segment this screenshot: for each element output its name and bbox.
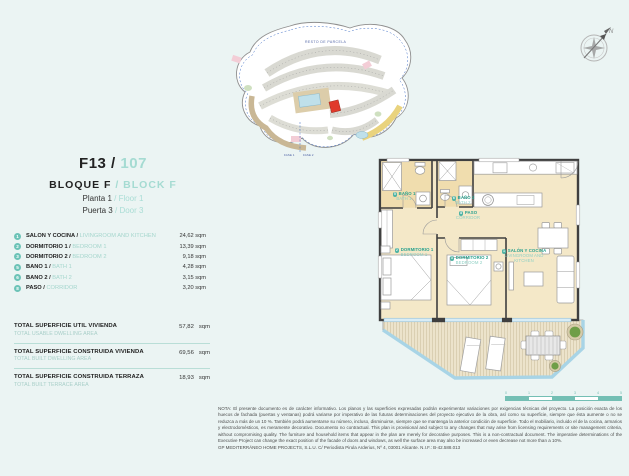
room-badge: 3 xyxy=(14,253,21,260)
plan-badge: 3 xyxy=(451,255,453,260)
floor-line xyxy=(28,194,198,203)
floor-es: Planta 1 xyxy=(82,194,112,203)
total-built-dwelling xyxy=(14,343,210,369)
room-area: 9,18 sqm xyxy=(182,253,206,260)
fase1-label: FASE 1 xyxy=(284,153,295,157)
door-en: / Door 3 xyxy=(115,206,144,215)
floor-plan xyxy=(375,150,625,395)
room-name-en: CORRIDOR xyxy=(46,285,78,292)
unit-header xyxy=(28,155,198,215)
block-title xyxy=(28,179,198,191)
room-name-es: DORMITORIO 1 / xyxy=(26,243,71,250)
room-area: 13,39 sqm xyxy=(179,243,206,250)
total-value: 69,56 xyxy=(179,349,194,356)
totals-table xyxy=(14,318,210,394)
total-value: 18,93 xyxy=(179,375,194,381)
compass-icon xyxy=(570,20,620,75)
room-row-bath2 xyxy=(14,273,206,283)
plan-badge: 1 xyxy=(503,248,505,253)
total-unit: sqm xyxy=(198,324,210,330)
unit-number: 107 xyxy=(120,155,147,172)
plan-label-bedroom2: 3 DORMITORIO 2 BEDROOM 2 xyxy=(451,255,489,265)
total-label-es: TOTAL SUPERFICIE CONSTRUIDA TERRAZA xyxy=(14,374,144,380)
room-list xyxy=(14,231,206,293)
plant xyxy=(549,360,560,371)
room-badge: 6 xyxy=(14,274,21,281)
unit-title xyxy=(28,155,198,172)
room-area: 3,20 sqm xyxy=(182,285,206,292)
room-name-en: BEDROOM 2 xyxy=(72,253,107,260)
total-label-es: TOTAL SUPERFICIE UTIL VIVIENDA xyxy=(14,323,118,329)
terrace xyxy=(383,320,583,378)
room-area: 3,15 sqm xyxy=(182,274,206,281)
room-row-dorm1 xyxy=(14,241,206,251)
floor-en: / Floor 1 xyxy=(114,194,144,203)
legal-note xyxy=(218,406,622,452)
room-badge: 1 xyxy=(14,233,21,240)
plan-badge: 2 xyxy=(396,247,398,252)
block-es: BLOQUE F xyxy=(49,179,112,191)
room-name-en: LIVINGROOM AND KITCHEN xyxy=(79,233,156,240)
room-area: 24,62 sqm xyxy=(179,233,206,240)
total-label-es: TOTAL SUPERFICIE CONSTRUIDA VIVIENDA xyxy=(14,348,144,355)
total-label-en: TOTAL USABLE DWELLING AREA xyxy=(14,330,98,337)
total-unit: sqm xyxy=(198,375,210,381)
room-row-paso xyxy=(14,283,206,293)
apartment xyxy=(378,158,580,322)
site-plan xyxy=(212,18,437,171)
site-plan-drawing xyxy=(212,18,437,166)
total-unit: sqm xyxy=(198,349,210,356)
total-label-en: TOTAL BUILT DWELLING AREA xyxy=(14,356,92,362)
room-name-en: BATH 1 xyxy=(52,264,72,271)
floor-plan-drawing xyxy=(375,150,625,390)
scale-bar-labels: 0 1 2 3 4 5 xyxy=(505,391,622,395)
plan-label-bath1: 5 BAÑO 1 BATH 1 xyxy=(393,191,416,201)
note-spanish: NOTA: El presente documento es de carácter informativo. Los planos y las superficies expresadas podrán experimentar variaciones por exigencias técnicas del proyecto. La posición exacta de los huecos de fachada (puertas y ventanas) podrá variarse por imperativo de las futuras determinaciones del proyecto ejecutivo de la obra, así como su superficie, siempre que ésta aumente o no se reduzca a más de un 10 %. También podrá aumentarse su número, incluso, disminuirse, siempre que se mantenga la anterior condición de superficie. Todo el mobiliario, incluido el de la cocina, armarios y electrodomésticos, es meramente decorativo. Documento no contractual. xyxy=(218,406,622,431)
room-name-es: BAÑO 1 / xyxy=(26,264,51,271)
scale-bar-segments xyxy=(505,396,622,401)
room-name-es: BAÑO 2 / xyxy=(26,274,51,281)
total-label-en: TOTAL BUILT TERRACE AREA xyxy=(14,381,89,388)
plan-label-paso: 8 PASO CORRIDOR xyxy=(455,210,481,220)
plan-badge: 8 xyxy=(460,210,462,215)
room-badge: 5 xyxy=(14,264,21,271)
compass-north-label: N xyxy=(609,29,614,35)
room-name-es: PASO / xyxy=(26,285,45,292)
block-en: / BLOCK F xyxy=(115,179,177,191)
scale-bar xyxy=(505,391,622,401)
room-row-bath1 xyxy=(14,262,206,272)
kitchen-island xyxy=(474,193,542,207)
room-row-dorm2 xyxy=(14,252,206,262)
room-name-en: BEDROOM 1 xyxy=(72,243,107,250)
total-built-terrace xyxy=(14,368,210,394)
kitchen-counter xyxy=(474,161,577,174)
plant xyxy=(567,324,583,340)
door-es: Puerta 3 xyxy=(82,206,113,215)
plan-label-livingroom: 1 SALÓN Y COCINA LIVINGROOM AND KITCHEN xyxy=(503,248,547,263)
total-usable-area xyxy=(14,318,210,343)
room-name-en: BATH 2 xyxy=(52,274,72,281)
resto-de-parcela-label: RESTO DE PARCELA xyxy=(305,40,347,44)
room-name-es: SALÓN Y COCINA / xyxy=(26,233,79,240)
unit-code: F13 / xyxy=(79,155,116,172)
door-line xyxy=(28,206,198,215)
plan-label-bath2: 6 BAÑO 2 BATH 2 xyxy=(452,195,475,205)
fase2-label: FASE 2 xyxy=(303,153,314,157)
company-line: GP MEDITERRÁNEO HOME PROJECTS, S.L.U. C/ Periodista Pirula Arderius, Nº 4, 03001 Alicante. N.I.F.: B-42.588.013 xyxy=(218,445,461,451)
plan-badge: 6 xyxy=(452,195,455,200)
note-english: This plan is provisional and subject to any changes that may arise from licensing requirements or site management criteria, without compromising quality. The furniture and household items that appear in the plan are merely for decorative purposes. This is a non-contractual document. The imperative determinations of the Executive Project can change the exact position of the facade of doors and windows, as well the surface area may also be increased or even decrease not more than a 10%. xyxy=(218,425,622,443)
room-area: 4,28 sqm xyxy=(182,264,206,271)
plan-badge: 5 xyxy=(393,191,396,196)
room-name-es: DORMITORIO 2 / xyxy=(26,253,71,260)
plan-label-bedroom1: 2 DORMITORIO 1 BEDROOM 1 xyxy=(396,247,434,257)
room-badge: 2 xyxy=(14,243,21,250)
room-row-salon xyxy=(14,231,206,241)
room-badge: 8 xyxy=(14,285,21,292)
total-value: 57,82 xyxy=(179,324,194,330)
